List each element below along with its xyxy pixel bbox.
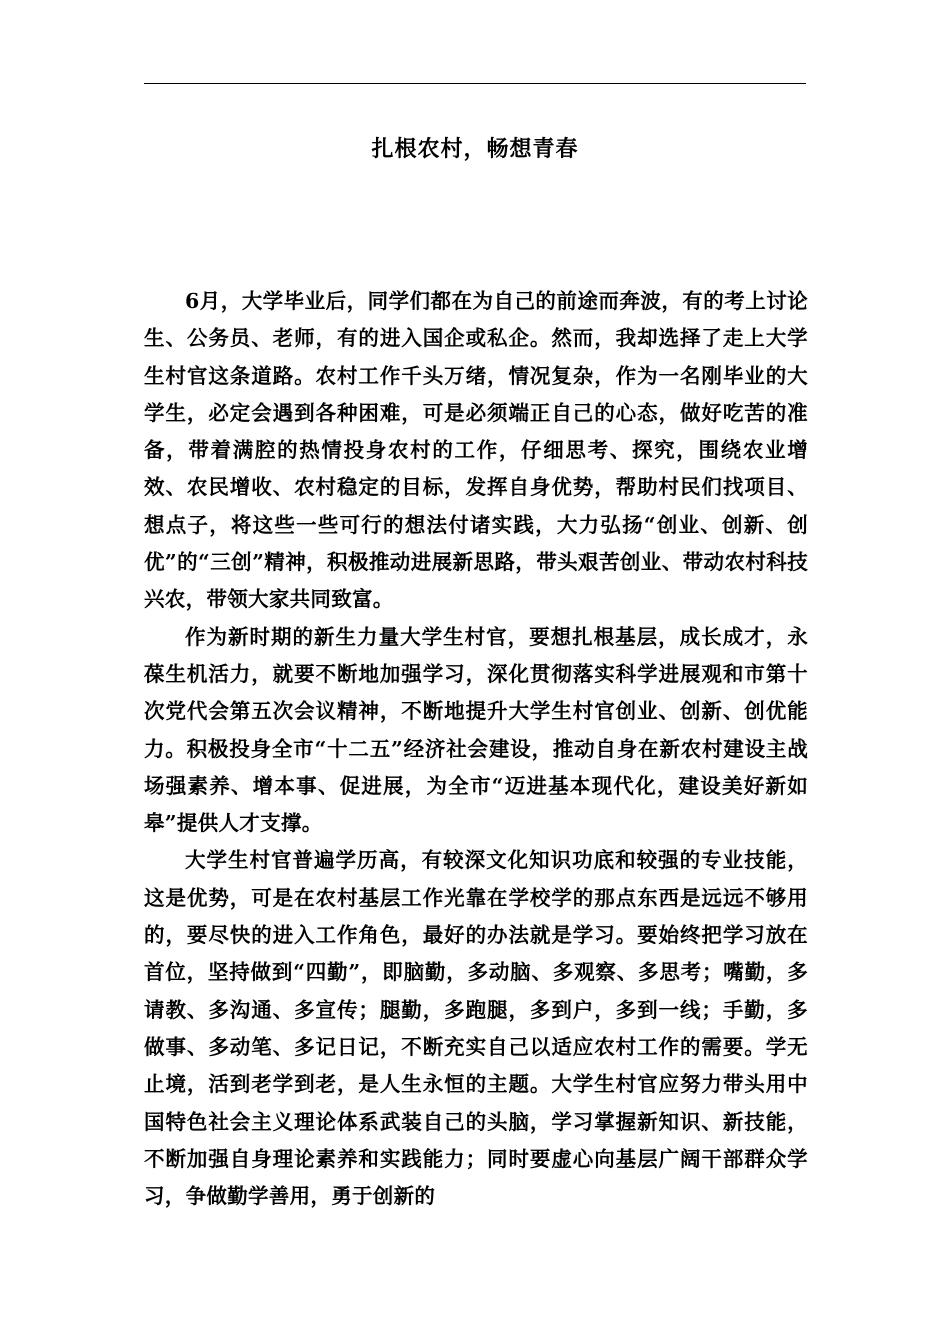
paragraph-1: 6月，大学毕业后，同学们都在为自己的前途而奔波，有的考上讨论生、公务员、老师，有的进入国企或私企。然而，我却选择了走上大学生村官这条道路。农村工作千头万绪，情况复杂，作为一名刚毕业的大学生，必定会遇到各种困难，可是必须端正自己的心态，做好吃苦的准备，带着满腔的热情投身农村的工作，仔细思考、探究，围绕农业增效、农民增收、农村稳定的目标，发挥自身优势，帮助村民们找项目、想点子，将这些一些可行的想法付诸实践，大力弘扬“创业、创新、创优”的“三创”精神，积极推动进展新思路，带头艰苦创业、带动农村科技兴农，带领大家共同致富。 bbox=[144, 289, 808, 612]
document-title: 扎根农村，畅想青春 bbox=[371, 136, 579, 162]
article-body bbox=[144, 283, 808, 1215]
paragraph-2: 作为新时期的新生力量大学生村官，要想扎根基层，成长成才，永葆生机活力，就要不断地加强学习，深化贯彻落实科学进展观和市第十次党代会第五次会议精神，不断地提升大学生村官创业、创新、创优能力。积极投身全市“十二五”经济社会建设，推动自身在新农村建设主战场强素养、增本事、促进展，为全市“迈进基本现代化，建设美好新如皋”提供人才支撑。 bbox=[144, 624, 808, 836]
header-rule bbox=[144, 83, 806, 84]
paragraph-3: 大学生村官普遍学历高，有较深文化知识功底和较强的专业技能，这是优势，可是在农村基层工作光靠在学校学的那点东西是远远不够用的，要尽快的进入工作角色，最好的办法就是学习。要始终把学习放在首位，坚持做到“四勤”，即脑勤，多动脑、多观察、多思考；嘴勤，多请教、多沟通、多宣传；腿勤，多跑腿，多到户，多到一线；手勤，多做事、多动笔、多记日记，不断充实自己以适应农村工作的需要。学无止境，活到老学到老，是人生永恒的主题。大学生村官应努力带头用中国特色社会主义理论体系武装自己的头脑，学习掌握新知识、新技能，不断加强自身理论素养和实践能力；同时要虚心向基层广阔干部群众学习，争做勤学善用，勇于创新的 bbox=[144, 848, 808, 1209]
